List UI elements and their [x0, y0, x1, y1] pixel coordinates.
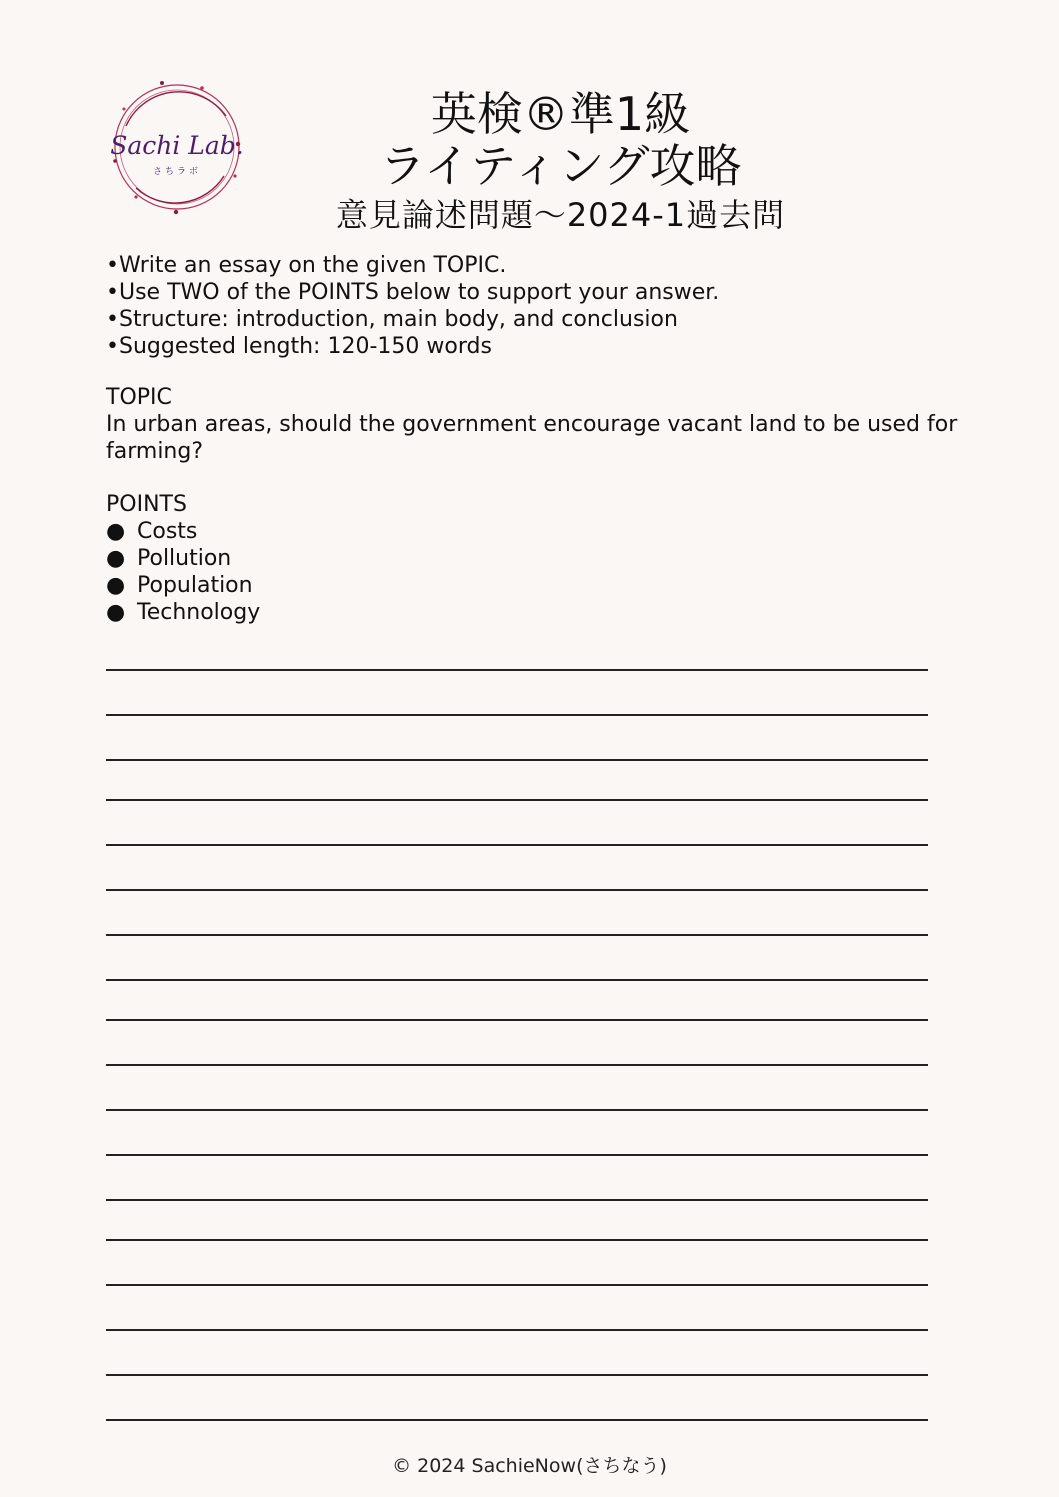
writing-line [106, 1419, 928, 1421]
instruction-item: •Write an essay on the given TOPIC. [106, 253, 507, 278]
writing-line [106, 1154, 928, 1156]
bullet-icon: ● [106, 600, 126, 625]
writing-line [106, 1329, 928, 1331]
writing-line [106, 844, 928, 846]
writing-line [106, 934, 928, 936]
topic-heading: TOPIC [106, 385, 172, 410]
writing-line [106, 1374, 928, 1376]
page-title-line1: 英検®準1級 [430, 87, 691, 141]
writing-line [106, 669, 928, 671]
bullet-icon: ● [106, 546, 126, 571]
instruction-item: •Use TWO of the POINTS below to support your answer. [106, 280, 720, 305]
writing-line [106, 979, 928, 981]
writing-line [106, 1109, 928, 1111]
points-heading: POINTS [106, 492, 187, 517]
writing-line [106, 1064, 928, 1066]
bullet-icon: ● [106, 519, 126, 544]
logo-text: Sachi Lab. [110, 131, 244, 160]
point-label: Technology [137, 600, 261, 625]
page-title-line2: ライティング攻略 [379, 139, 742, 193]
point-label: Pollution [137, 546, 232, 571]
point-label: Population [137, 573, 253, 598]
point-label: Costs [137, 519, 198, 544]
bullet-icon: ● [106, 573, 126, 598]
writing-line [106, 1239, 928, 1241]
instruction-item: •Structure: introduction, main body, and conclusion [106, 307, 678, 332]
writing-line [106, 1199, 928, 1201]
writing-area [106, 0, 928, 1497]
writing-line [106, 799, 928, 801]
instruction-item: •Suggested length: 120-150 words [106, 334, 492, 359]
page-subtitle: 意見論述問題～2024-1過去問 [335, 196, 786, 234]
writing-line [106, 889, 928, 891]
topic-text: In urban areas, should the government encourage vacant land to be used for farming? [106, 412, 958, 464]
writing-line [106, 759, 928, 761]
writing-line [106, 714, 928, 716]
logo-subtext: さちラボ [152, 167, 202, 177]
copyright-footer: © 2024 SachieNow(さちなう) [392, 1455, 667, 1477]
writing-line [106, 1019, 928, 1021]
writing-line [106, 1284, 928, 1286]
